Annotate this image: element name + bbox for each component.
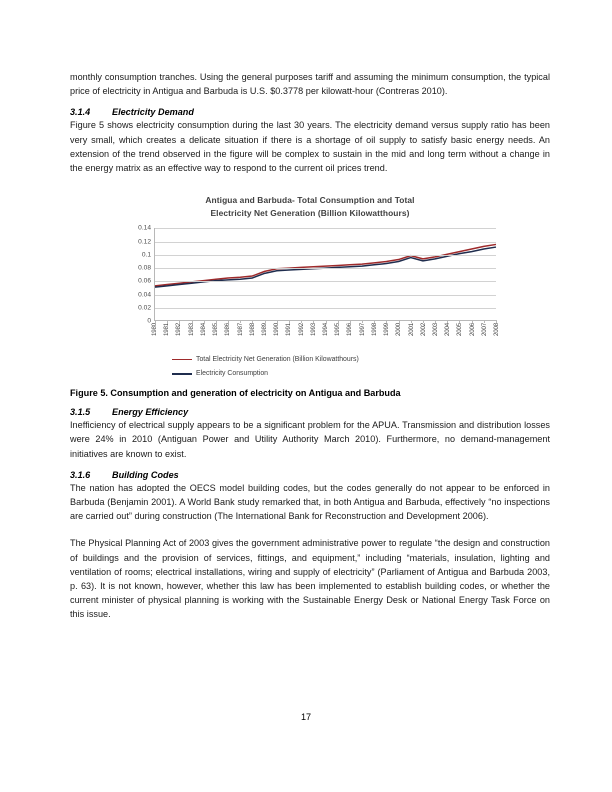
gridline — [155, 295, 496, 296]
chart-container — [124, 188, 500, 383]
x-axis-tick-label: 1984 — [199, 323, 207, 337]
spacer — [70, 398, 550, 407]
chart-plot-row — [124, 224, 496, 325]
x-axis-tick-label: 1999 — [383, 323, 391, 337]
x-axis-tick-label: 1986 — [224, 323, 232, 337]
y-axis-tick-label: 0.12 — [138, 238, 151, 245]
chart-legend — [172, 355, 496, 378]
spacer — [70, 523, 550, 536]
y-axis-tick-label: 0.02 — [138, 304, 151, 312]
x-axis-tick-label: 1988 — [248, 323, 256, 337]
x-axis-tick-label: 2007 — [480, 323, 488, 337]
chart-series-line-1 — [155, 245, 496, 286]
spacer — [70, 461, 550, 470]
legend-label: Electricity Consumption — [196, 370, 268, 378]
x-axis-tick-label: 2006 — [468, 323, 476, 337]
paragraph-energy-efficiency: Inefficiency of electrical supply appears to be a significant problem for the APUA. Transmission and distribution losses were 24% in 2010 (Antiguan Power and Utility Authority March 2010). Furthermore, no demand-management initiatives are known to exist. — [70, 420, 550, 459]
x-axis-tick-label: 1991 — [285, 323, 293, 337]
paragraph-physical-planning: The Physical Planning Act of 2003 gives the government administrative power to regulate “the design and construction of buildings and the provision of services, fittings, and equipment,” including “materials, insulation, lighting and ventilation of rooms; electrical installations, wiring and supply of electricity” (Parliament of Antigua and Barbuda 2003, p. 63). It is not known, however, whether this law has been implemented to establish building codes, or whether the current minister of physical planning is working with the Sustainable Energy Desk or National Energy Task Force on this issue. — [70, 538, 550, 620]
legend-label: Total Electricity Net Generation (Billion Kilowatthours) — [196, 356, 359, 364]
y-axis-tick-label: 0 — [147, 317, 151, 325]
gridline — [155, 242, 496, 243]
x-axis-tick-label: 1989 — [260, 323, 268, 337]
gridline — [155, 308, 496, 309]
x-axis-tick-label: 1996 — [346, 323, 354, 337]
heading-title: Electricity Demand — [112, 107, 194, 118]
page-number: 17 — [300, 712, 312, 722]
chart-title-line-2: Electricity Net Generation (Billion Kilowatthours) — [210, 207, 410, 218]
x-axis-tick-label: 1995 — [334, 323, 342, 337]
x-axis-tick-label: 1981 — [163, 323, 171, 337]
spacer — [70, 175, 550, 188]
gridline — [155, 268, 496, 269]
heading-title: Building Codes — [112, 469, 179, 480]
chart-x-axis — [151, 321, 500, 353]
chart-y-axis — [124, 224, 154, 325]
legend-item — [172, 355, 496, 364]
x-axis-tick-label: 2003 — [431, 323, 439, 337]
y-axis-tick-label: 0.04 — [138, 291, 151, 299]
y-axis-tick-label: 0.1 — [141, 251, 151, 259]
x-axis-tick-label: 2001 — [407, 323, 415, 337]
x-axis-tick-label: 1990 — [273, 323, 281, 337]
legend-swatch — [172, 373, 192, 375]
y-axis-tick-label: 0.14 — [138, 224, 151, 232]
heading-electricity-demand — [70, 107, 550, 117]
chart-title-line-1: Antigua and Barbuda- Total Consumption and Total — [205, 195, 415, 206]
x-axis-tick-label: 2005 — [456, 323, 464, 337]
legend-item — [172, 369, 496, 378]
chart-plot-area — [154, 228, 496, 321]
heading-number: 3.1.5 — [70, 407, 91, 418]
paragraph-electricity-demand: Figure 5 shows electricity consumption during the last 30 years. The electricity demand versus supply ratio has been very small, which creates a delicate situation if there is a shortage of oil supply to satisfy basic energy needs. An extension of the trend observed in the figure will be complex to sustain in the mid and long term without a change in the energy matrix as an effective way to respond to the current oil prices trend. — [70, 120, 550, 174]
gridline — [155, 281, 496, 282]
y-axis-tick-label: 0.08 — [138, 264, 151, 272]
x-axis-tick-label: 1983 — [187, 323, 195, 337]
x-axis-tick-label: 2002 — [419, 323, 427, 337]
x-axis-tick-label: 1982 — [175, 323, 183, 337]
x-axis-tick-label: 2008 — [493, 323, 500, 337]
x-axis-tick-label: 1993 — [309, 323, 317, 337]
legend-swatch — [172, 359, 192, 360]
y-axis-tick-label: 0.06 — [138, 277, 151, 285]
heading-title: Energy Efficiency — [112, 407, 189, 418]
x-axis-tick-label: 1998 — [370, 323, 378, 337]
x-axis-tick-label: 2004 — [444, 323, 452, 337]
x-axis-tick-label: 1994 — [322, 323, 329, 337]
x-axis-tick-label: 1997 — [358, 323, 366, 337]
x-axis-tick-label: 1985 — [212, 323, 220, 337]
x-axis-tick-label: 1980 — [151, 323, 158, 337]
heading-building-codes — [70, 470, 550, 480]
x-axis-tick-label: 1992 — [297, 323, 305, 337]
spacer — [70, 98, 550, 107]
paragraph-building-codes: The nation has adopted the OECS model building codes, but the codes generally do not appear to be enforced in Barbuda (Benjamin 2001). A World Bank study remarked that, in both Antigua and Barbuda, effectively “no inspections are carried out” during construction (The International Bank for Reconstruction and Development 2006). — [70, 482, 550, 522]
paragraph-intro: monthly consumption tranches. Using the general purposes tariff and assuming the minimum consumption, the typical price of electricity in Antigua and Barbuda is U.S. $0.3778 per kilowatt-hour (Contreras 2010). — [70, 72, 550, 97]
gridline — [155, 255, 496, 256]
figure-caption: Figure 5. Consumption and generation of electricity on Antigua and Barbuda — [70, 388, 401, 399]
chart-title — [124, 194, 496, 219]
x-axis-tick-label: 1987 — [236, 323, 244, 337]
gridline — [155, 228, 496, 229]
x-axis-tick-label: 2000 — [395, 323, 403, 337]
figure-5 — [70, 188, 550, 383]
heading-number: 3.1.4 — [70, 107, 91, 118]
heading-number: 3.1.6 — [70, 469, 91, 480]
heading-energy-efficiency — [70, 407, 550, 417]
